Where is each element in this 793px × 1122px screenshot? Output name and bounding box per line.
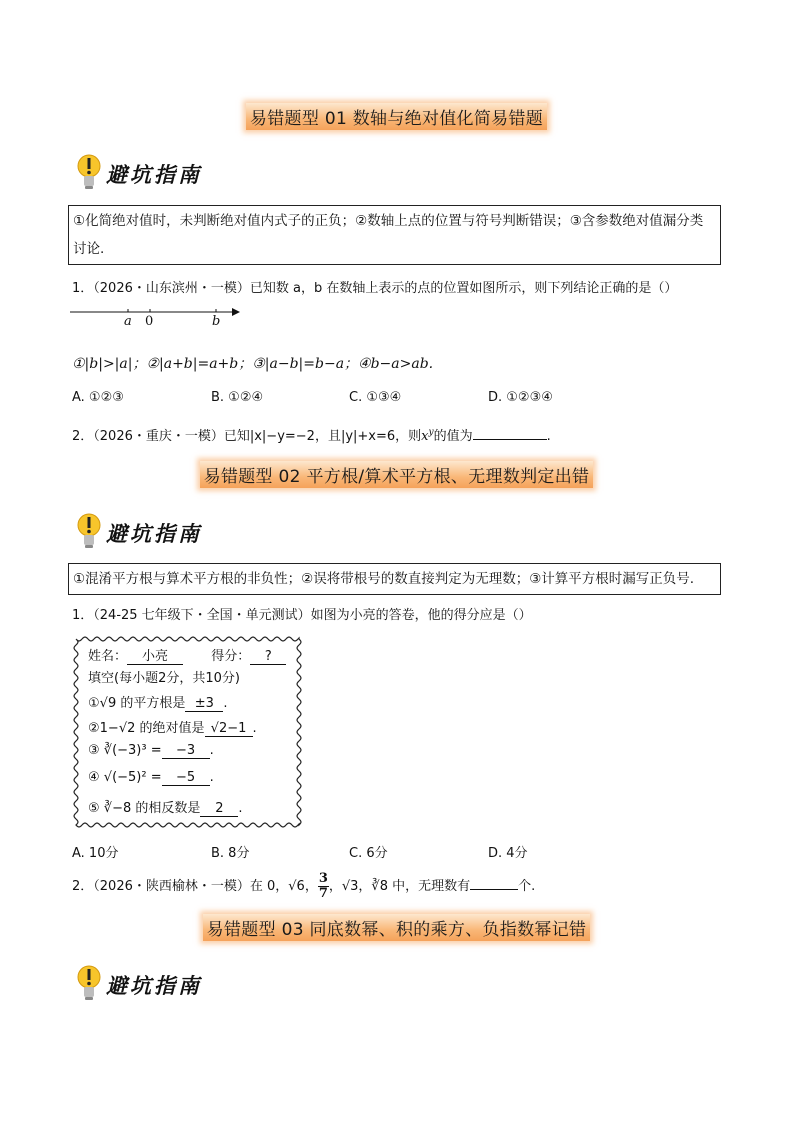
guide-label: 避坑指南 (106, 163, 202, 187)
guide-label: 避坑指南 (106, 974, 202, 998)
question-2-2: 2．（2026・陕西榆林・一模）在 0，√6， $\frac{3}{7}$ ，√3，∛8 中，无理数有 个. (72, 871, 536, 901)
option-b: B. ①②④ (211, 390, 264, 405)
sheet-item-2: ②1−√2 的绝对值是 √2−1 . (88, 721, 257, 736)
number-line (70, 303, 250, 331)
answer-sheet (72, 635, 303, 829)
pitfall-guide-2 (72, 512, 232, 552)
answer-blank[interactable] (470, 877, 518, 890)
option-c: C. ①③④ (349, 390, 402, 405)
tip-box-2: ①混淆平方根与算术平方根的非负性；②误将带根号的数直接判定为无理数；③计算平方根时漏写正负号. (68, 563, 721, 595)
sheet-item-4: ④ √(−5)² = −5 . (88, 770, 214, 785)
option-a: A. ①②③ (72, 390, 124, 405)
option-d: D. 4分 (488, 846, 528, 861)
lightbulb-icon (76, 153, 102, 191)
question-1-2: 2．（2026・重庆・一模）已知|x|−y=−2，且|y|+x=6，则$x^y$的值为 . (72, 427, 551, 444)
lightbulb-icon (76, 964, 102, 1002)
tip-box-1: ①化简绝对值时，未判断绝对值内式子的正负；②数轴上点的位置与符号判断错误；③含参数绝对值漏分类讨论. (68, 205, 721, 265)
option-d: D. ①②③④ (488, 390, 553, 405)
guide-label: 避坑指南 (106, 522, 202, 546)
fraction-3-7: $\frac{3}{7}$ (318, 871, 328, 901)
number-line-label-a: a (124, 314, 132, 329)
pitfall-guide-3 (72, 964, 232, 1004)
sheet-item-3: ③ ∛(−3)³ = −3 . (88, 743, 214, 758)
option-c: C. 6分 (349, 846, 388, 861)
question-1-1: 1．（2026・山东滨州・一模）已知数 a，b 在数轴上表示的点的位置如图所示，则下列结论正确的是（） (72, 281, 678, 296)
sheet-item-5: ⑤ ∛−8 的相反数是 2 . (88, 801, 243, 816)
section-title-3: 易错题型 03 同底数幂、积的乘方、负指数幂记错 (0, 914, 793, 941)
sheet-instructions: 填空(每小题2分，共10分) (88, 671, 240, 686)
sheet-item-1: ①√9 的平方根是 ±3 . (88, 696, 228, 711)
number-line-label-b: b (212, 314, 221, 329)
option-b: B. 8分 (211, 846, 250, 861)
pitfall-guide-1 (72, 153, 232, 193)
answer-blank[interactable] (473, 427, 547, 440)
conclusions: ①|b|>|a|；②|a+b|=a+b；③|a−b|=b−a；④b−a>ab. (72, 356, 434, 372)
lightbulb-icon (76, 512, 102, 550)
section-title-2: 易错题型 02 平方根/算术平方根、无理数判定出错 (0, 461, 793, 488)
option-a: A. 10分 (72, 846, 119, 861)
question-2-1: 1．（24-25 七年级下・全国・单元测试）如图为小亮的答卷，他的得分应是（） (72, 608, 532, 623)
sheet-header: 姓名： 小亮 得分： ? (88, 645, 286, 665)
number-line-label-0: 0 (145, 314, 154, 329)
section-title-1: 易错题型 01 数轴与绝对值化简易错题 (0, 103, 793, 130)
